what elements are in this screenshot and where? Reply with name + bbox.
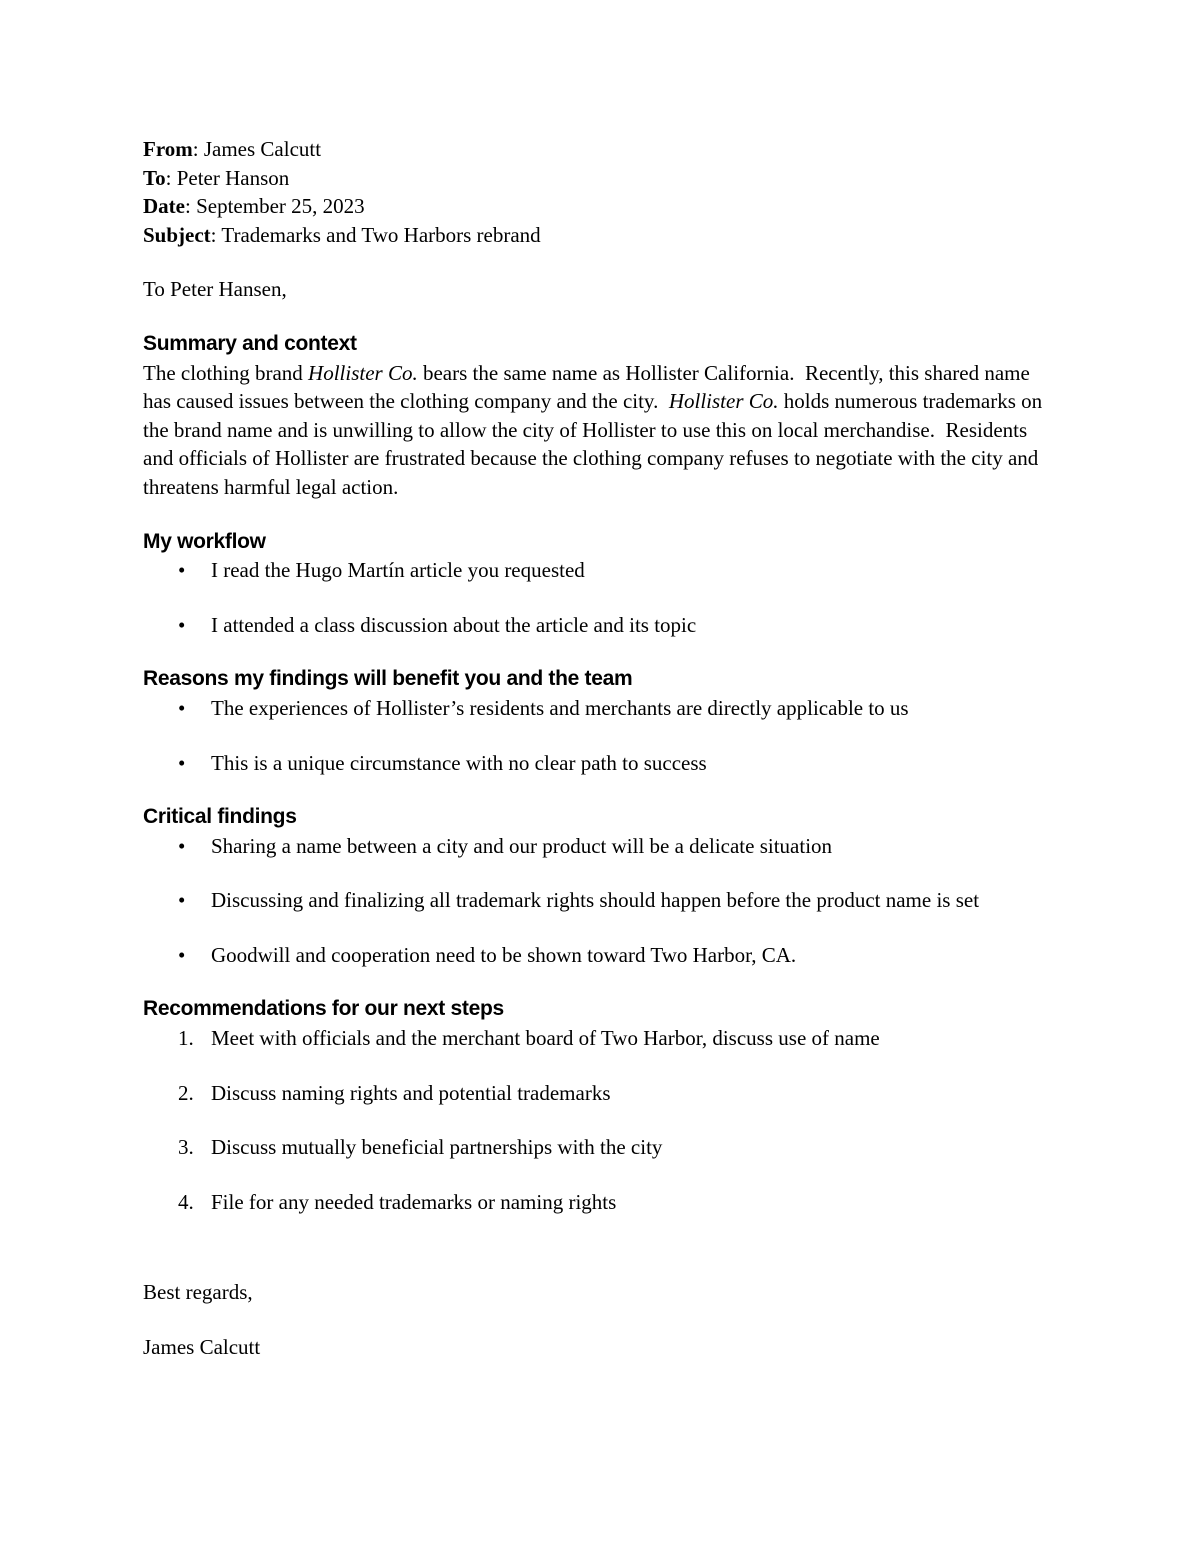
list-item-text: Discussing and finalizing all trademark rights should happen before the product name is set <box>211 888 980 913</box>
list-item <box>143 832 1058 861</box>
list-number: 4. <box>178 1189 194 1214</box>
field-label: To <box>143 165 166 190</box>
field-separator: : <box>165 165 177 190</box>
field-value: Trademarks and Two Harbors rebrand <box>221 222 541 247</box>
bullet-marker: • <box>178 612 186 637</box>
section-heading: Recommendations for our next steps <box>143 997 504 1021</box>
memo-header-date <box>143 192 1058 221</box>
list-item <box>143 1133 1058 1162</box>
section-heading: Summary and context <box>143 331 357 355</box>
field-value: James Calcutt <box>203 137 322 161</box>
closing-signature: James Calcutt <box>143 1335 261 1360</box>
bullet-marker: • <box>178 888 186 913</box>
list-item-text: I attended a class discussion about the article and its topic <box>211 612 697 637</box>
list-item <box>143 1188 1058 1217</box>
section <box>143 995 1058 1216</box>
list-item <box>143 694 1058 723</box>
list-number: 2. <box>178 1080 194 1105</box>
bullet-marker: • <box>178 750 186 775</box>
field-label: Date <box>143 194 185 219</box>
section-paragraph <box>143 359 1058 502</box>
section <box>143 803 1058 969</box>
field-value: Peter Hanson <box>176 165 290 190</box>
memo-header-subject <box>143 221 1058 250</box>
body-text: bears the same name as Hollister California. Recently, this shared name has caused issues between the clothing company and the city. <box>143 360 1036 414</box>
list-item-text: This is a unique circumstance with no clear path to success <box>211 750 707 775</box>
closing-regards: Best regards, <box>143 1280 253 1305</box>
bullet-marker: • <box>178 558 186 583</box>
field-separator: : <box>210 222 222 247</box>
field-separator: : <box>184 194 197 219</box>
salutation: To Peter Hansen, <box>143 277 287 302</box>
list-item-text: Discuss mutually beneficial partnerships with the city <box>211 1135 663 1160</box>
closing <box>143 1278 1058 1361</box>
section <box>143 330 1058 502</box>
list-item-text: The experiences of Hollister’s residents and merchants are directly applicable to us <box>211 695 909 720</box>
list-item-text: Meet with officials and the merchant board of Two Harbor, discuss use of name <box>211 1026 880 1051</box>
list-item <box>143 941 1058 970</box>
list-item-text: File for any needed trademarks or naming rights <box>211 1189 617 1214</box>
section <box>143 528 1058 640</box>
list-item <box>143 611 1058 640</box>
list-number: 1. <box>178 1026 194 1051</box>
list-number: 3. <box>178 1135 194 1160</box>
list-item-text: Goodwill and cooperation need to be shown toward Two Harbor, CA. <box>211 942 797 967</box>
memo-header <box>143 135 1058 249</box>
sections <box>143 330 1058 1216</box>
list-item <box>143 749 1058 778</box>
list-item-text: Discuss naming rights and potential trademarks <box>211 1080 611 1105</box>
section-heading: My workflow <box>143 529 266 553</box>
list-item <box>143 1079 1058 1108</box>
list-item-text: Sharing a name between a city and our product will be a delicate situation <box>211 833 833 858</box>
list-item <box>143 1024 1058 1053</box>
memo-header-to <box>143 164 1058 193</box>
list-item <box>143 556 1058 585</box>
list-item-text: I read the Hugo Martín article you requested <box>211 558 585 583</box>
section-heading: Critical findings <box>143 805 297 829</box>
italic-text: Hollister Co. <box>668 389 779 414</box>
bullet-marker: • <box>178 833 186 858</box>
field-label: From <box>143 137 193 161</box>
section-heading: Reasons my findings will benefit you and the team <box>143 667 633 691</box>
bullet-marker: • <box>178 695 186 720</box>
bullet-marker: • <box>178 942 186 967</box>
body-text: holds numerous trademarks on the brand name and is unwilling to allow the city of Hollister to use this on local merchandise. Residents and officials of Hollister are frustrated because the clothing company refuses to negotiate with the city and threatens harmful legal action. <box>143 389 1048 499</box>
field-value: September 25, 2023 <box>196 194 365 219</box>
memo-header-from <box>143 135 1058 164</box>
section <box>143 665 1058 777</box>
list-item <box>143 886 1058 915</box>
field-label: Subject <box>143 222 211 247</box>
body-text: The clothing brand <box>143 360 309 385</box>
italic-text: Hollister Co. <box>308 360 418 385</box>
field-separator: : <box>192 137 204 161</box>
